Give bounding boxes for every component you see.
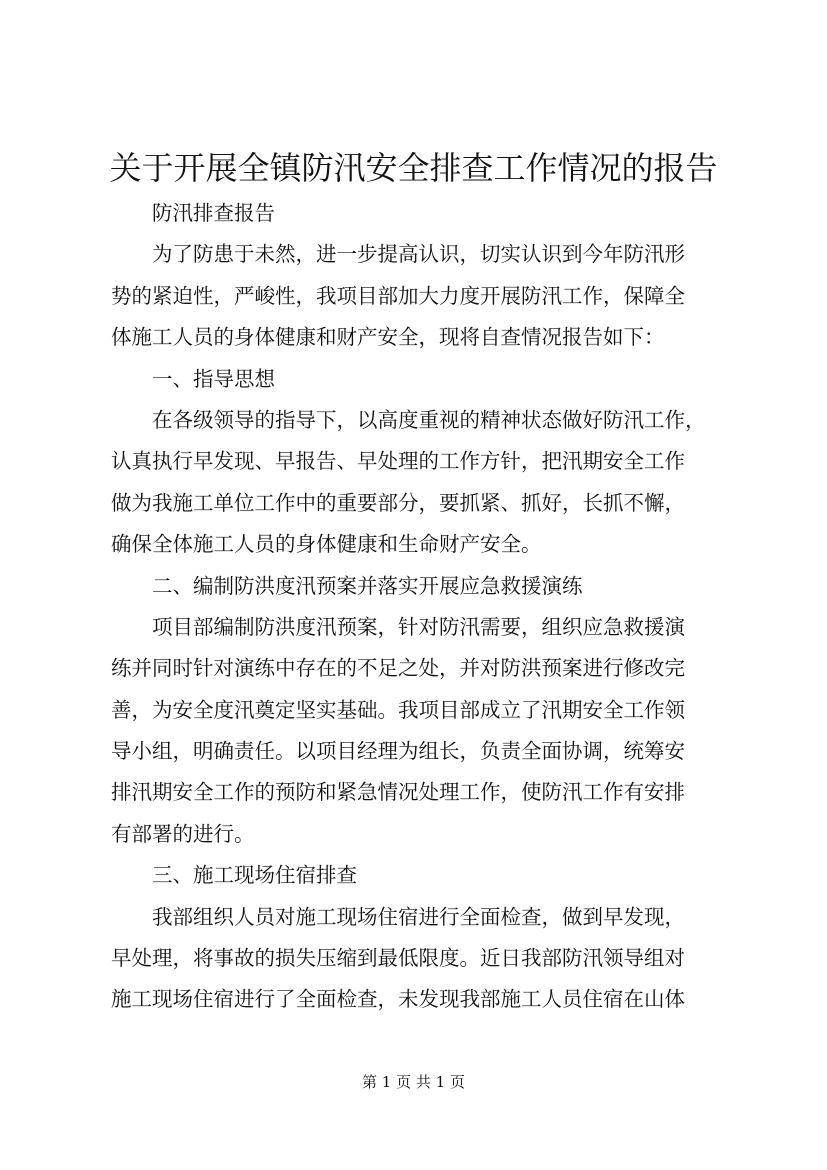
page-footer: 第 1 页 共 1 页 xyxy=(362,1073,465,1091)
paragraph-line: 早处理，将事故的损失压缩到最低限度。近日我部防汛领导组对 xyxy=(111,946,685,971)
paragraph-line: 确保全体施工人员的身体健康和生命财产安全。 xyxy=(111,532,542,557)
paragraph-line: 为了防患于未然，进一步提高认识，切实认识到今年防汛形 xyxy=(152,242,685,267)
paragraph-line: 有部署的进行。 xyxy=(111,821,255,846)
paragraph-line: 认真执行早发现、早报告、早处理的工作方针，把汛期安全工作 xyxy=(111,449,685,474)
paragraph-line: 一、指导思想 xyxy=(152,366,275,391)
paragraph-line: 势的紧迫性，严峻性，我项目部加大力度开展防汛工作，保障全 xyxy=(111,283,685,308)
paragraph-line: 做为我施工单位工作中的重要部分，要抓紧、抓好，长抓不懈， xyxy=(111,490,685,515)
paragraph-line: 导小组，明确责任。以项目经理为组长，负责全面协调，统筹安 xyxy=(111,739,685,764)
paragraph-line: 防汛排查报告 xyxy=(152,201,275,225)
paragraph-line: 善，为安全度汛奠定坚实基础。我项目部成立了汛期安全工作领 xyxy=(111,697,685,722)
paragraph-line: 三、施工现场住宿排查 xyxy=(152,863,357,888)
paragraph-line: 排汛期安全工作的预防和紧急情况处理工作，使防汛工作有安排 xyxy=(111,780,685,805)
paragraph-line: 在各级领导的指导下，以高度重视的精神状态做好防汛工作， xyxy=(152,407,706,432)
document-body xyxy=(111,193,726,1021)
paragraph-line: 练并同时针对演练中存在的不足之处，并对防洪预案进行修改完 xyxy=(111,656,685,681)
paragraph-line: 项目部编制防洪度汛预案，针对防汛需要，组织应急救援演 xyxy=(152,614,685,639)
paragraph-line: 二、编制防洪度汛预案并落实开展应急救援演练 xyxy=(152,573,583,598)
paragraph-line: 我部组织人员对施工现场住宿进行全面检查，做到早发现， xyxy=(152,904,685,929)
document-title: 关于开展全镇防汛安全排查工作情况的报告 xyxy=(109,149,718,187)
paragraph-line: 体施工人员的身体健康和财产安全，现将自查情况报告如下： xyxy=(111,325,665,350)
paragraph-line: 施工现场住宿进行了全面检查，未发现我部施工人员住宿在山体 xyxy=(111,987,685,1012)
